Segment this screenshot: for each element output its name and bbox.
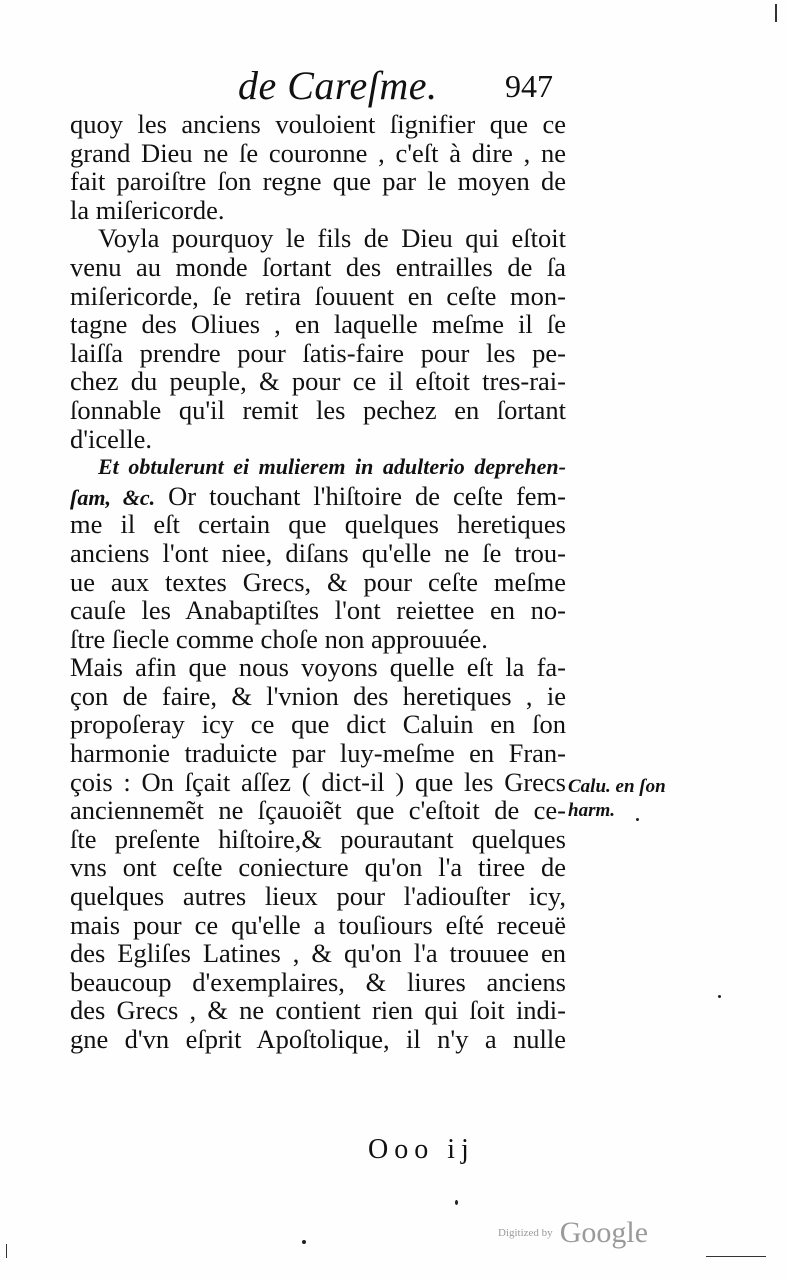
ink-speck — [455, 1200, 458, 1205]
text-line: Voyla pourquoy le fils de Dieu qui eſtoit — [98, 223, 566, 254]
text-line: tagne des Oliues , en laquelle meſme il ſe — [70, 309, 566, 340]
text-line: anciens l'ont niee, diſans qu'elle ne ſe trou- — [70, 537, 566, 568]
text-line-mixed — [70, 482, 566, 511]
text-line: fait paroiſtre ſon regne que par le moyen de — [70, 166, 566, 197]
text-line: propoſeray icy ce que dict Caluin en ſon — [70, 709, 566, 740]
page-edge-mark — [706, 1256, 766, 1257]
running-title: de Careſme. — [238, 63, 438, 108]
text-line: des Egliſes Latines , & qu'on l'a trouuee en — [70, 938, 566, 969]
page-edge-mark — [775, 4, 777, 22]
text-line: mais pour ce qu'elle a touſiours eſté receuë — [70, 909, 566, 940]
text-line: ue aux textes Grecs, & pour ceſte meſme — [70, 566, 566, 597]
signature-mark: Ooo ij — [368, 1134, 475, 1165]
text-line: d'icelle. — [70, 423, 153, 454]
text-line: chez du peuple, & pour ce il eſtoit tres-rai- — [70, 366, 566, 397]
text-line: miſericorde, ſe retira ſouuent en ceſte mon- — [70, 280, 566, 311]
text-line: çois : On ſçait aſſez ( dict-il ) que les Grecs — [70, 766, 566, 797]
text-line: harmonie traduicte par luy-meſme en Fran- — [70, 738, 566, 769]
text-line: quelques autres lieux pour l'adiouſter icy, — [70, 881, 566, 912]
ink-speck — [636, 818, 639, 821]
margin-note-line: Calu. en ſon — [568, 776, 666, 797]
latin-incipit-continuation: ſam, &c. — [70, 484, 156, 510]
text-line: grand Dieu ne ſe couronne , c'eſt à dire , ne — [70, 137, 566, 168]
google-logo: Google — [559, 1216, 649, 1249]
ink-speck — [718, 995, 721, 998]
text-fragment: Or touchant l'hiſtoire de ceſte fem- — [155, 480, 566, 511]
text-line: Mais afin que nous voyons quelle eſt la fa- — [70, 652, 566, 683]
text-line: vns ont ceſte coniecture qu'on l'a tiree de — [70, 852, 566, 883]
text-line: ſtre ſiecle comme choſe non approuuée. — [70, 623, 488, 654]
text-line: anciennemẽt ne ſçauoiẽt que c'eſtoit de ce- — [70, 795, 566, 826]
body-text — [70, 110, 566, 1054]
text-line: des Grecs , & ne contient rien qui ſoit indi- — [70, 995, 566, 1026]
text-line: gne d'vn eſprit Apoſtolique, il n'y a nulle — [70, 1024, 566, 1054]
ink-speck — [302, 1240, 306, 1244]
digitization-watermark — [498, 1216, 648, 1250]
watermark-prefix: Digitized by — [498, 1227, 553, 1239]
text-line: beaucoup d'exemplaires, & liures anciens — [70, 966, 566, 997]
page-number: 947 — [505, 68, 553, 104]
latin-incipit-line: Et obtulerunt ei mulierem in adulterio deprehen- — [98, 454, 566, 480]
text-line: la miſericorde. — [70, 194, 225, 225]
text-line: ſonnable qu'il remit les pechez en ſortant — [70, 394, 566, 425]
page-edge-mark — [6, 1244, 7, 1258]
text-line: ſte preſente hiſtoire,& pourautant quelques — [70, 823, 566, 854]
text-line: venu au monde ſortant des entrailles de ſa — [70, 251, 566, 282]
text-line: quoy les anciens vouloient ſignifier que ce — [70, 109, 566, 139]
text-line: laiſſa prendre pour ſatis-faire pour les pe- — [70, 337, 566, 368]
text-line: cauſe les Anabaptiſtes l'ont reiettee en no- — [70, 595, 566, 626]
text-line: me il eſt certain que quelques heretiques — [70, 509, 566, 540]
page-header — [230, 62, 570, 112]
margin-note-line: harm. — [568, 800, 615, 821]
text-line: çon de faire, & l'vnion des heretiques , ie — [70, 680, 566, 711]
margin-note — [568, 775, 678, 823]
